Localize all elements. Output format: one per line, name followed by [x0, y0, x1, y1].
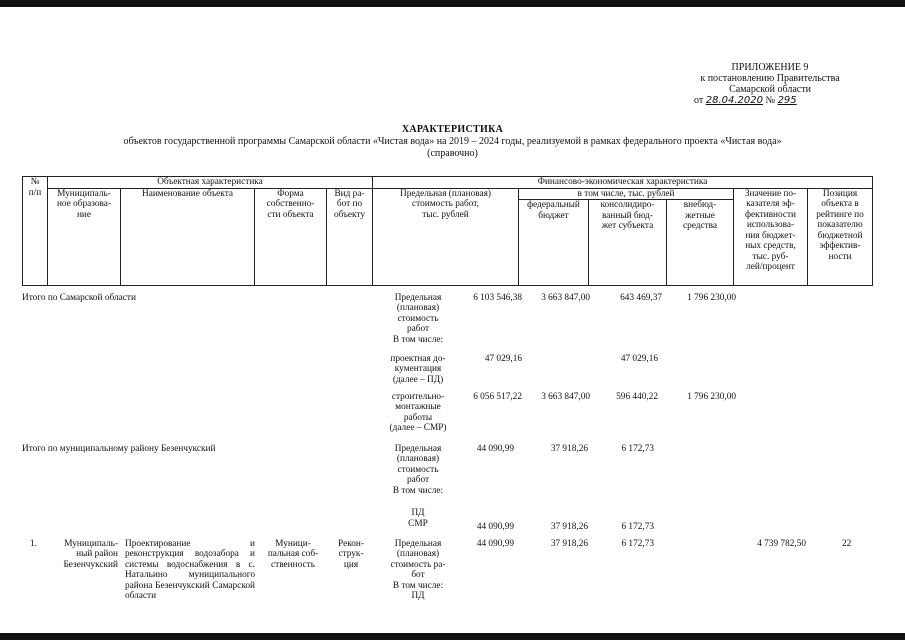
document-subtitle: объектов государственной программы Самарской области «Чистая вода» на 2019 – 2024 годы, реализуемой в рамках федерального проекта «Чистая вода» [123, 136, 782, 147]
header-ownership: Форма собственно- сти объекта [255, 188, 327, 286]
pd-label: проектная до- кументация (далее – ПД) [390, 354, 446, 385]
header-extrabudget: внебюд- жетные средства [667, 200, 734, 286]
number-prefix: № [765, 95, 776, 106]
header-municipality: Муниципаль- ное образова- ние [48, 188, 121, 286]
header-table [22, 176, 873, 286]
bezenchuk-pd-label: ПД [411, 508, 425, 518]
samara-extra-value: 1 796 230,00 [687, 293, 736, 303]
appendix-date-line [690, 95, 850, 106]
header-including: в том числе, тыс. рублей [519, 188, 734, 200]
cost-label: Предельная (плановая) стоимость работ В том числе: [392, 293, 444, 345]
number-value: 295 [777, 95, 797, 106]
header-finance-group: Финансово-экономическая характеристика [373, 177, 873, 189]
header-limit-cost: Предельная (плановая) стоимость работ, тыс. рублей [373, 188, 519, 286]
total-samara-label: Итого по Самарской области [22, 293, 136, 303]
bezenchuk-smr-total: 44 090,99 [476, 522, 514, 532]
row-work-type: Рекон- струк- ция [338, 539, 364, 570]
row-municipality: Муниципаль- ный район Безенчукский [63, 539, 118, 570]
row-consolidated-value: 6 172,73 [621, 539, 654, 549]
document-note: (справочно) [427, 148, 478, 159]
bezenchuk-smr-federal: 37 918,26 [550, 522, 588, 532]
row-number: 1. [30, 539, 37, 549]
header-federal: федеральный бюджет [519, 200, 589, 286]
appendix-title: ПРИЛОЖЕНИЕ 9 [731, 62, 809, 73]
header-num: № п/п [23, 177, 48, 286]
header-object-name: Наименование объекта [121, 188, 255, 286]
samara-pd-consolidated: 47 029,16 [620, 354, 658, 364]
row-rating-value: 22 [842, 539, 852, 549]
row-total-value: 44 090,99 [476, 539, 514, 549]
date-value: 28.04.2020 [705, 95, 764, 106]
row-ownership: Муници- пальная соб- ственность [267, 539, 319, 570]
bezenchuk-smr-label: СМР [408, 519, 428, 529]
smr-label: строительно- монтажные работы (далее – СМР) [389, 392, 447, 434]
appendix-block [690, 62, 850, 106]
date-prefix: от [694, 95, 704, 106]
row-object-name: Проектирование и реконструкция водозабора и системы водоснабжения в с. Натальино муниципального района Безенчукский Самарской области [125, 539, 255, 602]
samara-smr-extra: 1 796 230,00 [687, 392, 736, 402]
samara-federal-value: 3 663 847,00 [541, 293, 590, 303]
header-consolidated: консолидиро- ванный бюд- жет субъекта [589, 200, 667, 286]
header-rating: Позиция объекта в рейтинге по показателю бюджетной эффектив- ности [808, 188, 873, 286]
header-indicator: Значение по- казателя эф- фективности использова- ния бюджет- ных средств, тыс. руб- лей/процент [734, 188, 808, 286]
bezenchuk-consolidated-value: 6 172,73 [621, 444, 654, 454]
samara-smr-federal: 3 663 847,00 [541, 392, 590, 402]
appendix-line: к постановлению Правительства [700, 73, 840, 84]
row-cost-labels: Предельная (плановая) стоимость ра- бот В том числе: ПД [390, 539, 446, 602]
bezenchuk-smr-consolidated: 6 172,73 [621, 522, 654, 532]
samara-consolidated-value: 643 469,37 [620, 293, 662, 303]
header-work-type: Вид ра- бот по объекту [327, 188, 373, 286]
total-bezenchuk-label: Итого по муниципальному району Безенчукский [22, 444, 216, 454]
document-title: ХАРАКТЕРИСТИКА [401, 124, 504, 135]
bezenchuk-cost-label: Предельная (плановая) стоимость работ В том числе: [392, 444, 444, 496]
scan-bottom-edge [0, 633, 905, 640]
samara-smr-consolidated: 596 440,22 [616, 392, 658, 402]
header-object-group: Объектная характеристика [48, 177, 373, 189]
samara-total-value: 6 103 546,38 [473, 293, 522, 303]
row-indicator-value: 4 739 782,50 [757, 539, 806, 549]
bezenchuk-federal-value: 37 918,26 [550, 444, 588, 454]
scan-top-edge [0, 0, 905, 7]
row-federal-value: 37 918,26 [550, 539, 588, 549]
appendix-line: Самарской области [729, 84, 811, 95]
samara-pd-total: 47 029,16 [484, 354, 522, 364]
bezenchuk-total-value: 44 090,99 [476, 444, 514, 454]
samara-smr-total: 6 056 517,22 [473, 392, 522, 402]
